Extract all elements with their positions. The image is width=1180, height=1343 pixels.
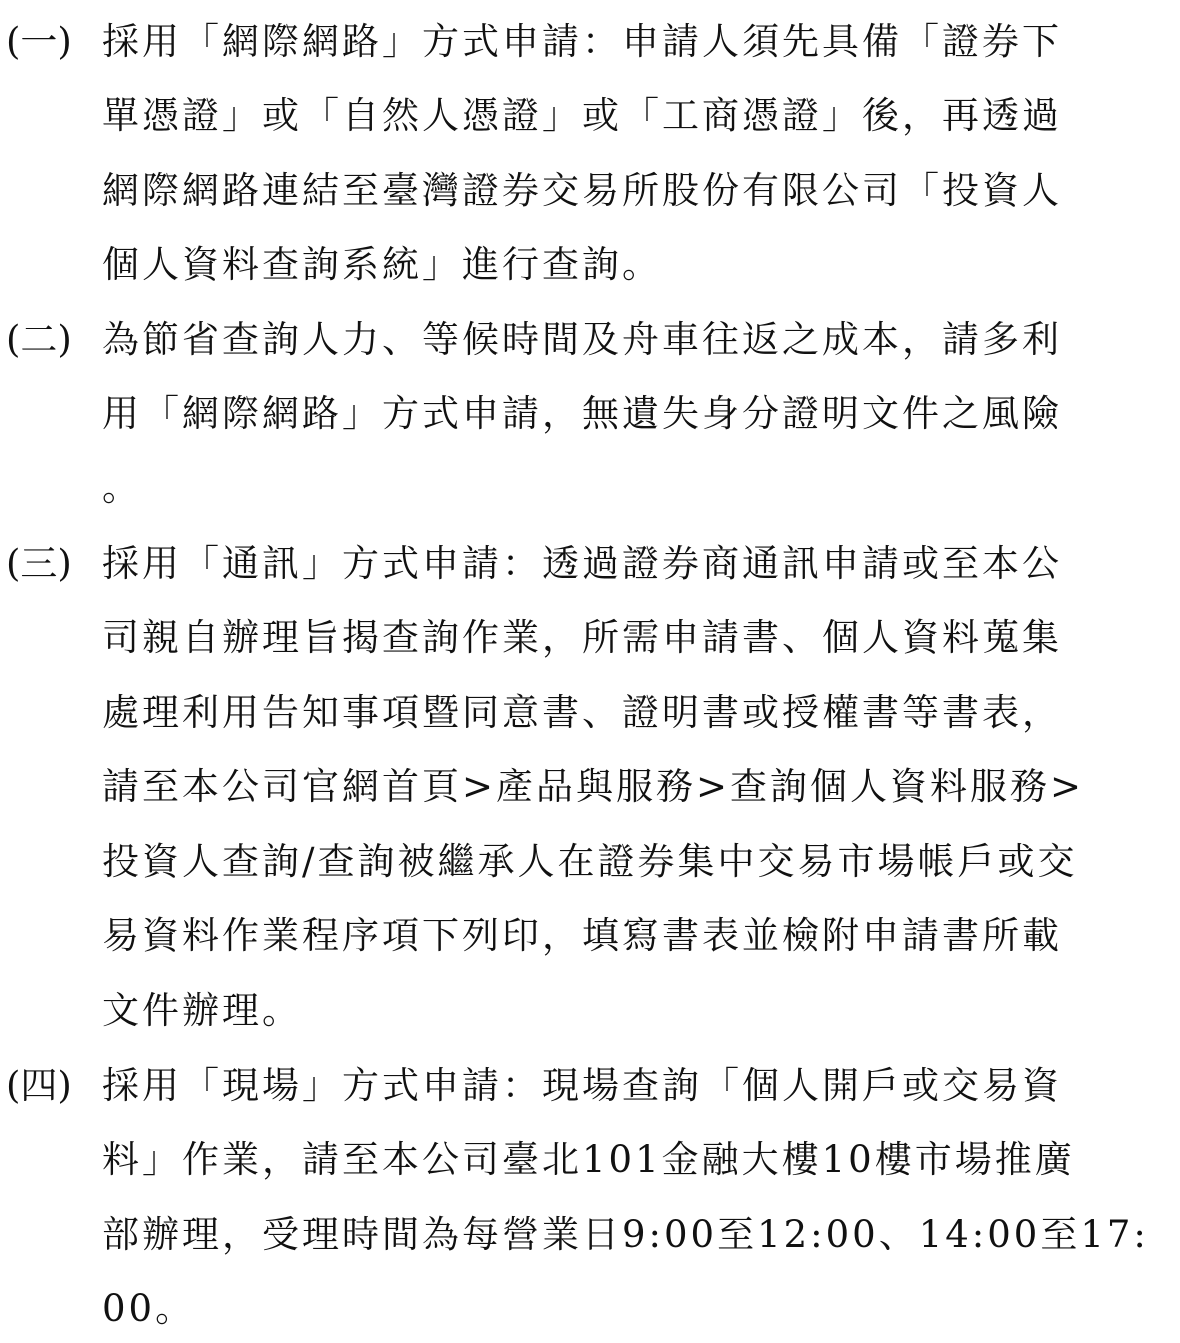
item-3-line-3: [0, 683, 1180, 743]
item-2-text-line-1: 為節省查詢人力、等候時間及舟車往返之成本，請多利: [102, 318, 1062, 361]
item-2-line-2: [0, 384, 1180, 444]
item-1-text-line-4: 個人資料查詢系統」進行查詢。: [102, 243, 662, 286]
item-1-text-line-3: 網際網路連結至臺灣證券交易所股份有限公司「投資人: [102, 169, 1062, 212]
item-1-line-1: [0, 12, 1180, 72]
item-4-text-line-3: 部辦理，受理時間為每營業日9:00至12:00、14:00至17:: [102, 1213, 1149, 1256]
item-4-line-4: [0, 1279, 1180, 1339]
item-3-text-line-4: 請至本公司官網首頁>產品與服務>查詢個人資料服務>: [102, 765, 1085, 808]
item-4-line-1: [0, 1056, 1180, 1116]
item-1-text-line-1: 採用「網際網路」方式申請：申請人須先具備「證券下: [102, 20, 1062, 63]
item-2-line-1: [0, 310, 1180, 370]
item-3-text-line-1: 採用「通訊」方式申請：透過證券商通訊申請或至本公: [102, 542, 1062, 585]
item-3-text-line-5: 投資人查詢/查詢被繼承人在證券集中交易市場帳戶或交: [102, 840, 1078, 883]
item-1-text-line-2: 單憑證」或「自然人憑證」或「工商憑證」後，再透過: [102, 94, 1062, 137]
item-2-marker: (二): [6, 318, 72, 361]
item-3-line-5: [0, 832, 1180, 892]
item-4-line-3: [0, 1205, 1180, 1265]
item-3-line-2: [0, 608, 1180, 668]
item-4-line-2: [0, 1130, 1180, 1190]
item-2-line-3: [0, 458, 1180, 518]
item-1-line-2: [0, 86, 1180, 146]
item-3-line-7: [0, 981, 1180, 1041]
item-3-marker: (三): [6, 542, 72, 585]
item-3-text-line-3: 處理利用告知事項暨同意書、證明書或授權書等書表，: [102, 691, 1062, 734]
item-4-marker: (四): [6, 1064, 72, 1107]
item-2-text-line-2: 用「網際網路」方式申請，無遺失身分證明文件之風險: [102, 392, 1062, 435]
item-3-line-1: [0, 534, 1180, 594]
item-3-text-line-6: 易資料作業程序項下列印，填寫書表並檢附申請書所載: [102, 914, 1062, 957]
item-2-text-line-3: 。: [102, 466, 142, 509]
item-4-text-line-4: 00。: [102, 1287, 196, 1330]
item-1-line-4: [0, 235, 1180, 295]
item-3-text-line-7: 文件辦理。: [102, 989, 302, 1032]
item-1-line-3: [0, 161, 1180, 221]
item-3-text-line-2: 司親自辦理旨揭查詢作業，所需申請書、個人資料蒐集: [102, 616, 1062, 659]
item-1-marker: (一): [6, 20, 72, 63]
item-3-line-4: [0, 757, 1180, 817]
item-4-text-line-1: 採用「現場」方式申請：現場查詢「個人開戶或交易資: [102, 1064, 1062, 1107]
item-4-text-line-2: 料」作業，請至本公司臺北101金融大樓10樓市場推廣: [102, 1138, 1075, 1181]
item-3-line-6: [0, 906, 1180, 966]
